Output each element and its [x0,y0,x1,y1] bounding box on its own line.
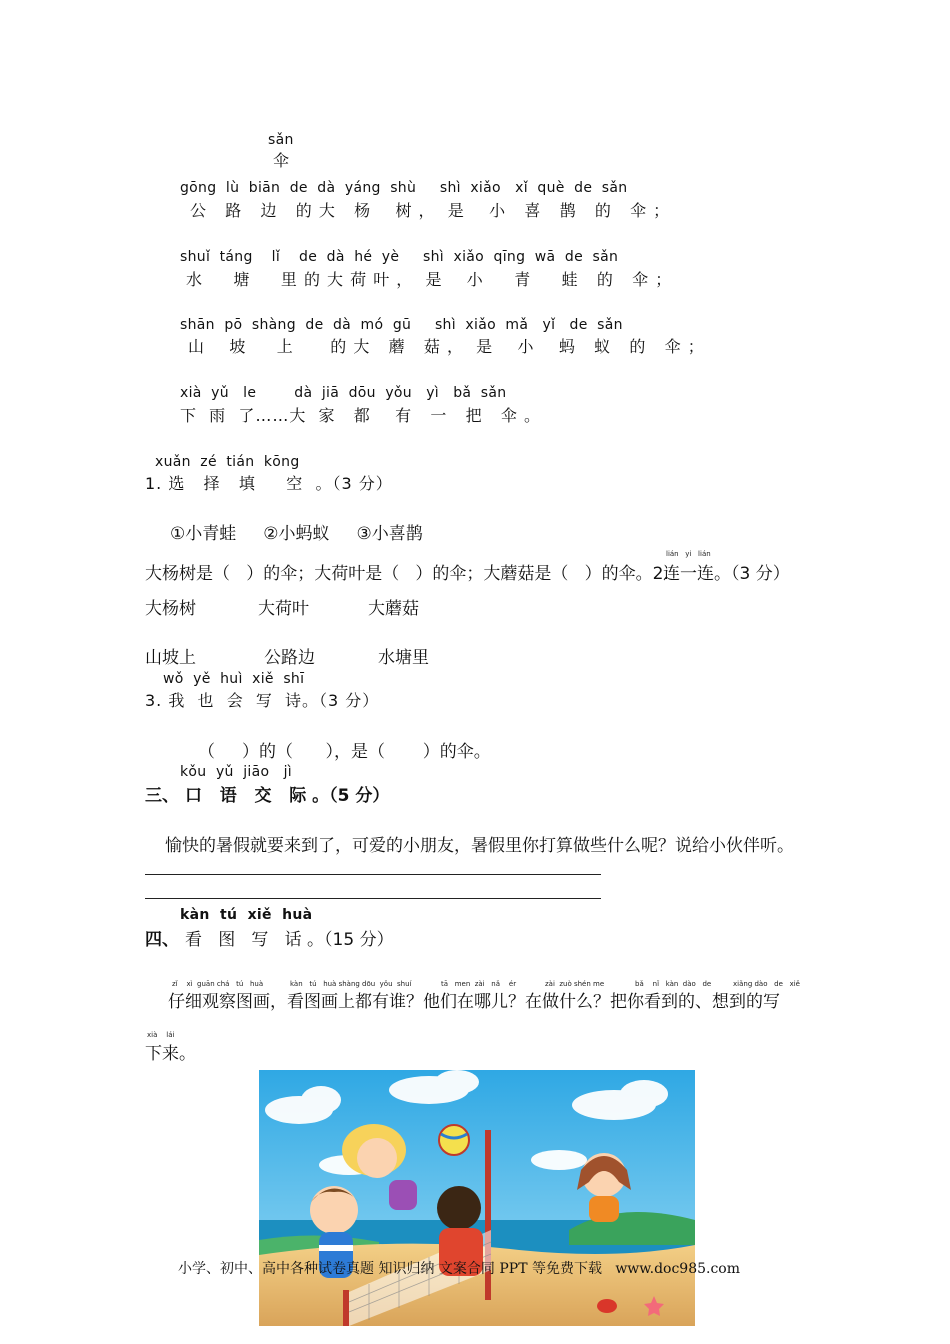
q2-item: 大杨树 [145,599,196,619]
q1-pinyin: xuǎn zé tián kōng [155,454,300,470]
beach-scene-svg [259,1070,695,1326]
q1-sentence: 大杨树是（ ）的伞；大荷叶是（ ）的伞；大蘑菇是（ ）的伞。2. [145,564,669,584]
poem-title: 伞 [273,151,291,170]
sec4-prompt: 仔细观察图画，看图画上都有谁？他们在哪儿？在做什么？把你看到的、想到的写 [168,992,780,1012]
q1-options: ①小青蛙 ②小蚂蚁 ③小喜鹊 [170,524,423,544]
beach-volleyball-illustration [259,1070,695,1326]
page-footer[interactable]: 小学、初中、高中各种试卷真题 知识归纳 文案合同 PPT 等免费下载 www.doc985.com [178,1261,741,1277]
answer-line[interactable] [145,898,601,899]
sec3-prompt: 愉快的暑假就要来到了，可爱的小朋友，暑假里你打算做些什么呢？说给小伙伴听。 [165,836,794,856]
ruby-pinyin: zǐ xì guān chá tú huà [172,980,264,988]
poem-line-pinyin: gōng lù biān de dà yáng shù shì xiǎo xǐ què de sǎn [180,180,628,196]
q3-title: 3. 我 也 会 写 诗。（3 分） [145,691,380,710]
ruby-pinyin: zài zuò shén me [545,980,605,988]
ruby-pinyin: bǎ nǐ kàn dào de [635,980,712,988]
q3-pinyin: wǒ yě huì xiě shī [163,671,305,687]
q2-pinyin: lián yi lián [666,550,711,558]
poem-line: 水 塘 里 的 大 荷 叶 ， 是 小 青 蛙 的 伞 ； [186,270,673,289]
sec4-pinyin: kàn tú xiě huà [180,907,313,923]
poem-line-pinyin: shān pō shàng de dà mó gū shì xiǎo mǎ yǐ de sǎn [180,317,623,333]
poem-title-pinyin: sǎn [268,132,294,148]
q2-item: 大蘑菇 [368,599,419,619]
ruby-pinyin: xià lái [147,1031,175,1039]
ruby-pinyin: tā men zài nǎ ér [441,980,517,988]
q2-item: 大荷叶 [258,599,309,619]
sec3-label: 三、 [145,786,179,806]
sec3-title: 口 语 交 际 。（5 分） [185,786,390,806]
sec4-label: 四、 [145,930,179,950]
ruby-pinyin: xiǎng dào de xiě [733,980,800,988]
poem-line: 下 雨 了……大 家 都 有 一 把 伞 。 [180,406,541,425]
q2-item: 山坡上 [145,648,196,668]
q1-title: 1. 选 择 填 空 。（3 分） [145,474,393,493]
q2-item: 公路边 [264,648,315,668]
poem-line: 公 路 边 的 大 杨 树 ， 是 小 喜 鹊 的 伞 ； [190,201,671,220]
poem-line: 山 坡 上 的 大 蘑 菇 ， 是 小 蚂 蚁 的 伞 ； [188,337,705,356]
sec3-pinyin: kǒu yǔ jiāo jì [180,764,292,780]
ruby-pinyin: kàn tú huà shàng dōu yǒu shuí [290,980,412,988]
q2-title: 连一连。（3 分） [663,564,790,584]
poem-line-pinyin: xià yǔ le dà jiā dōu yǒu yì bǎ sǎn [180,385,507,401]
sec4-title: 看 图 写 话 。（15 分） [185,930,394,950]
q2-item: 水塘里 [378,648,429,668]
answer-line[interactable] [145,874,601,875]
q3-blank: （ ）的（ ），是（ ）的伞。 [198,742,491,762]
poem-line-pinyin: shuǐ táng lǐ de dà hé yè shì xiǎo qīng wā de sǎn [180,249,619,265]
sec4-prompt: 下来。 [145,1044,196,1064]
